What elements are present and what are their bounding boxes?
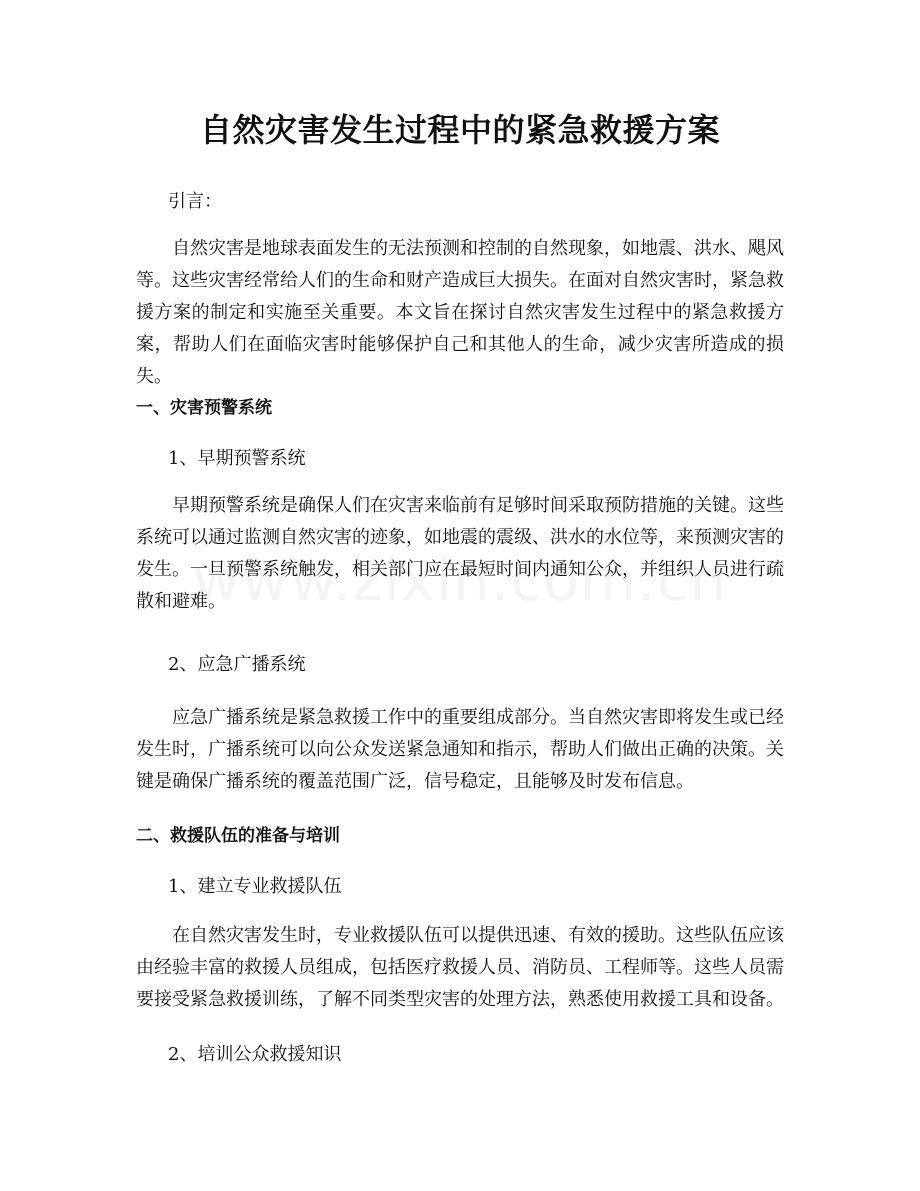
section-1-sub-2-paragraph: 应急广播系统是紧急救援工作中的重要组成部分。当自然灾害即将发生或已经发生时，广播系统可以向公众发送紧急通知和指示，帮助人们做出正确的决策。关键是确保广播系统的覆盖范围广泛，信号稳定，且能够及时发布信息。 <box>136 707 784 792</box>
intro-paragraph: 自然灾害是地球表面发生的无法预测和控制的自然现象，如地震、洪水、飓风等。这些灾害经常给人们的生命和财产造成巨大损失。在面对自然灾害时，紧急救援方案的制定和实施至关重要。本文旨在探讨自然灾害发生过程中的紧急救援方案，帮助人们在面临灾害时能够保护自己和其他人的生命，减少灾害所造成的损失。 <box>136 238 784 387</box>
section-1-sub-1-heading: 1、早期预警系统 <box>168 448 306 469</box>
section-1-heading: 一、灾害预警系统 <box>136 398 272 418</box>
section-2-heading: 二、救援队伍的准备与培训 <box>136 826 340 846</box>
section-2-sub-1-heading: 1、建立专业救援队伍 <box>168 876 342 897</box>
section-1-sub-2-heading: 2、应急广播系统 <box>168 654 306 675</box>
document-title: 自然灾害发生过程中的紧急救援方案 <box>199 111 720 149</box>
section-1-sub-1-paragraph: 早期预警系统是确保人们在灾害来临前有足够时间采取预防措施的关键。这些系统可以通过监测自然灾害的迹象，如地震的震级、洪水的水位等，来预测灾害的发生。一旦预警系统触发，相关部门应在最短时间内通知公众，并组织人员进行疏散和避难。 <box>136 495 784 612</box>
section-2-sub-1-paragraph: 在自然灾害发生时，专业救援队伍可以提供迅速、有效的援助。这些队伍应该由经验丰富的救援人员组成，包括医疗救援人员、消防员、工程师等。这些人员需要接受紧急救援训练，了解不同类型灾害的处理方法，熟悉使用救援工具和设备。 <box>136 925 784 1010</box>
section-2-sub-2-heading: 2、培训公众救援知识 <box>168 1044 342 1065</box>
intro-label: 引言： <box>168 191 222 212</box>
